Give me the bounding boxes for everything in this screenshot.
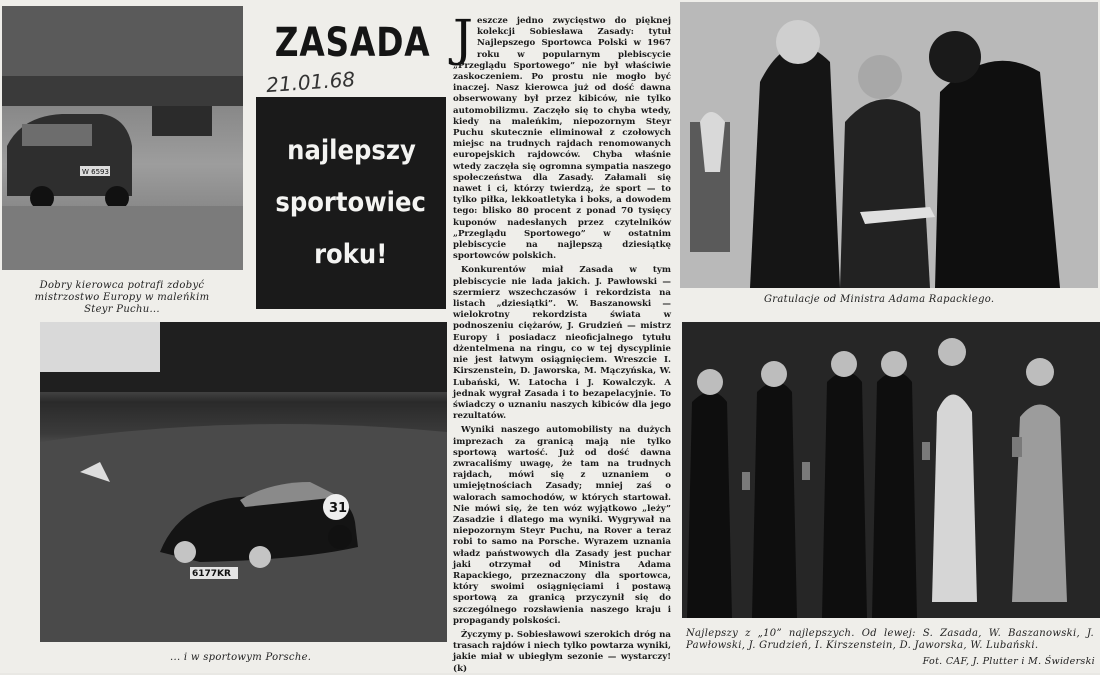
caption-group: Najlepszy z „10” najlepszych. Od lewej: S. Zasada, W. Baszanowski, J. Pawłowski, J. Grudzień, I. Kirszenstein, D. Jaworska, W. Lubański. (686, 628, 1094, 651)
headline-box (256, 97, 446, 309)
headline-line-1: najlepszy (286, 135, 416, 166)
caption-porsche: ... i w sportowym Porsche. (170, 652, 312, 663)
photo-steyr-puch (2, 6, 243, 270)
article-paragraph-3: Wyniki naszego automobilisty na dużych imprezach za granicą mają nie tylko sportową wartość. Już od dość dawna zwracaliśmy uwagę, że tam na trudnych rajdach, mówi się z uznaniem o umiejętnościach Zasady; mniej zaś o walorach samochodów, w których startował. Nie mówi się, że ten wóz wyjątkowo „leży” Zasadzie i dlatego ma wyniki. Wygrywał na niepozornym Steyr Puchu, na Rover a teraz robi to samo na Porsche. Wyrazem uznania władz państwowych dla Zasady jest puchar jaki otrzymał od Ministra Adama Rapackiego, przeznaczony dla sportowca, który swoimi osiągnięciami i postawą sportową za granicą przyczynił się do szczególnego rozsławienia naszego kraju i propagandy polskości. (453, 425, 671, 626)
caption-steyr: Dobry kierowca potrafi zdobyć mistrzostwo Europy w maleńkim Steyr Puchu... (34, 280, 210, 315)
steyr-car-illustration (2, 6, 243, 270)
photo-group (682, 322, 1100, 618)
porsche-car-illustration (40, 322, 447, 642)
headline-line-3: roku! (314, 239, 388, 270)
minister-handshake-illustration (680, 2, 1098, 288)
headline-title: ZASADA (274, 20, 431, 66)
article-body (453, 9, 671, 674)
group-portrait-illustration (682, 322, 1100, 618)
article-paragraph-4: Życzymy p. Sobiesławowi szerokich dróg na trasach rajdów i niech tylko powtarza wyniki, jakie miał w ubiegłym sezonie — wystarczy! (k) (453, 629, 671, 674)
dropcap: J (453, 9, 474, 67)
headline-line-2: sportowiec (275, 187, 427, 218)
porsche-number: 31 (329, 501, 348, 516)
article-paragraph-1 (453, 9, 671, 262)
article-paragraph-2: Konkurentów miał Zasada w tym plebiscycie nie lada jakich. J. Pawłowski — szermierz wszechczasów i rekordzista na listach „dziesiątki”. W. Baszanowski — wielokrotny rekordzista świata w podnoszeniu ciężarów, J. Grudzień — mistrz Europy i posiadacz nieoficjalnego tytułu dżentelmena na ringu, co w tej dyscyplinie nie jest łatwym osiągnięciem. Wreszcie I. Kirszenstein, D. Jaworska, M. Mączyńska, W. Lubański, W. Latocha i J. Kowalczyk. A jednak wygrał Zasada i to bezapelacyjnie. To świadczy o uznaniu naszych kibiców dla jego rezultatów. (453, 265, 671, 422)
photo-porsche (40, 322, 447, 642)
article-paragraph-1-text: eszcze jedno zwycięstwo do pięknej kolekcji Sobiesława Zasady: tytuł Najlepszego Sportowca Polski w 1967 roku w popularnym plebiscycie „Przeglądu Sportowego” nie był właściwie zaskoczeniem. Po prostu nie mogło być inaczej. Nasz kierowca już od dość dawna obserwowany był przez kibiców, nie tylko automobilizmu. Zaczęło się to chyba wtedy, kiedy na maleńkim, niepozornym Steyr Puchu skutecznie eliminował z czołowych miejsc na trudnych rajdach renomowanych europejskich rajdowców. Chyba właśnie wtedy zaczęła się ogromna sympatia naszego społeczeństwa dla Zasady. Załamali się nawet i ci, którzy twierdzą, że sport — to tylko piłka, lekkoatletyka i boks, a dowodem tego: blisko 80 procent z ponad 70 tysięcy kuponów nadesłanych przez czytelników „Przeglądu Sportowego” w ostatnim plebiscycie na najlepszą dziesiątkę sportowców polskich. (453, 16, 671, 262)
caption-minister: Gratulacje od Ministra Adama Rapackiego. (764, 294, 995, 305)
caption-photo-credit: Fot. CAF, J. Plutter i M. Świderski (922, 656, 1095, 667)
steyr-plate: W 6593 (82, 168, 109, 176)
porsche-plate: 6177KR (192, 569, 231, 579)
handwritten-date: 21.01.68 (265, 67, 356, 98)
photo-minister (680, 2, 1098, 288)
